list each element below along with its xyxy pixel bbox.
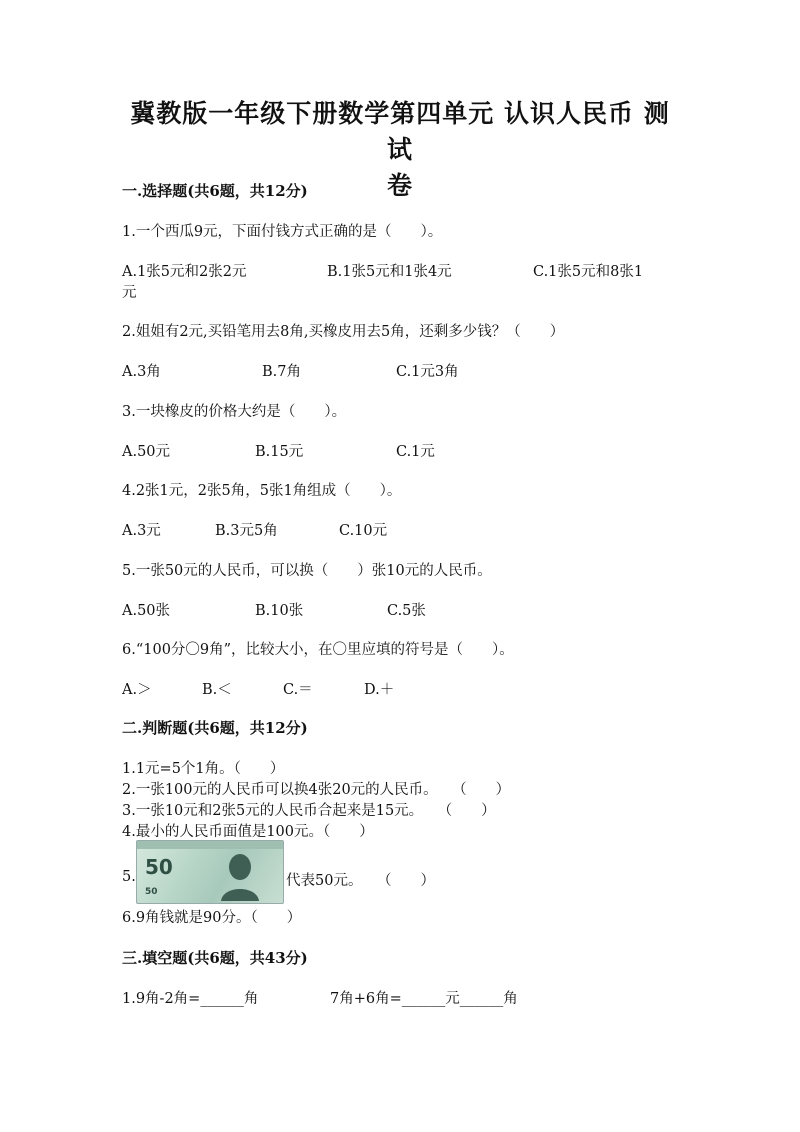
question-1-option-b: B.1张5元和1张4元 [327,264,452,280]
judge-item-5-text: 代表50元。 （ ） [286,873,435,889]
question-3-option-b: B.15元 [255,444,304,460]
banknote-top-strip [137,841,283,849]
judge-item-6: 6.9角钱就是90分。（ ） [122,910,302,926]
question-6-option-c: C.＝ [283,682,313,698]
fill-question-1-part-2: 7角+6角=______元______角 [330,991,518,1007]
question-5-option-b: B.10张 [255,603,304,619]
title-line-1: 冀教版一年级下册数学第四单元 认识人民币 测试 [130,99,670,164]
question-4-option-b: B.3元5角 [215,523,278,539]
question-6-option-d: D.＋ [364,682,395,698]
question-1-stem: 1.一个西瓜9元，下面付钱方式正确的是（ ）。 [122,224,443,240]
question-3-stem: 3.一块橡皮的价格大约是（ ）。 [122,404,347,420]
section-heading-fill: 三.填空题(共6题，共43分) [122,949,308,967]
judge-item-2: 2.一张100元的人民币可以换4张20元的人民币。 （ ） [122,782,511,798]
judge-item-3: 3.一张10元和2张5元的人民币合起来是15元。 （ ） [122,803,496,819]
judge-item-5-prefix: 5. [122,869,136,885]
question-5-option-c: C.5张 [387,603,426,619]
banknote-denomination: 50 [145,855,173,879]
section-heading-judge: 二.判断题(共6题，共12分) [122,719,308,737]
question-5-option-a: A.50张 [122,603,171,619]
question-4-option-c: C.10元 [339,523,388,539]
question-2-option-c: C.1元3角 [396,364,459,380]
question-5-stem: 5.一张50元的人民币，可以换（ ）张10元的人民币。 [122,563,492,579]
section-heading-choice: 一.选择题(共6题，共12分) [122,182,308,200]
question-3-option-a: A.50元 [122,444,171,460]
question-1-option-c: C.1张5元和8张1 [533,264,644,280]
judge-item-4: 4.最小的人民币面值是100元。（ ） [122,824,374,840]
question-2-stem: 2.姐姐有2元,买铅笔用去8角,买橡皮用去5角，还剩多少钱？（ ） [122,324,565,340]
title-line-2: 卷 [386,171,413,200]
question-4-stem: 4.2张1元，2张5角，5张1角组成（ ）。 [122,483,402,499]
question-2-option-b: B.7角 [262,364,301,380]
question-1-option-a: A.1张5元和2张2元 [122,264,247,280]
question-2-option-a: A.3角 [122,364,161,380]
banknote-denomination-small: 50 [145,887,158,897]
question-4-option-a: A.3元 [122,523,161,539]
judge-item-1: 1.1元=5个1角。（ ） [122,761,285,777]
question-1-option-c-continued: 元 [122,285,137,301]
fill-question-1-part-1: 1.9角-2角=______角 [122,991,259,1007]
question-6-option-a: A.＞ [122,682,152,698]
question-3-option-c: C.1元 [396,444,435,460]
question-6-stem: 6.“100分〇9角”，比较大小，在〇里应填的符号是（ ）。 [122,642,514,658]
banknote-50-yuan-image [136,840,284,904]
portrait-icon [219,849,261,901]
question-6-option-b: B.＜ [202,682,232,698]
